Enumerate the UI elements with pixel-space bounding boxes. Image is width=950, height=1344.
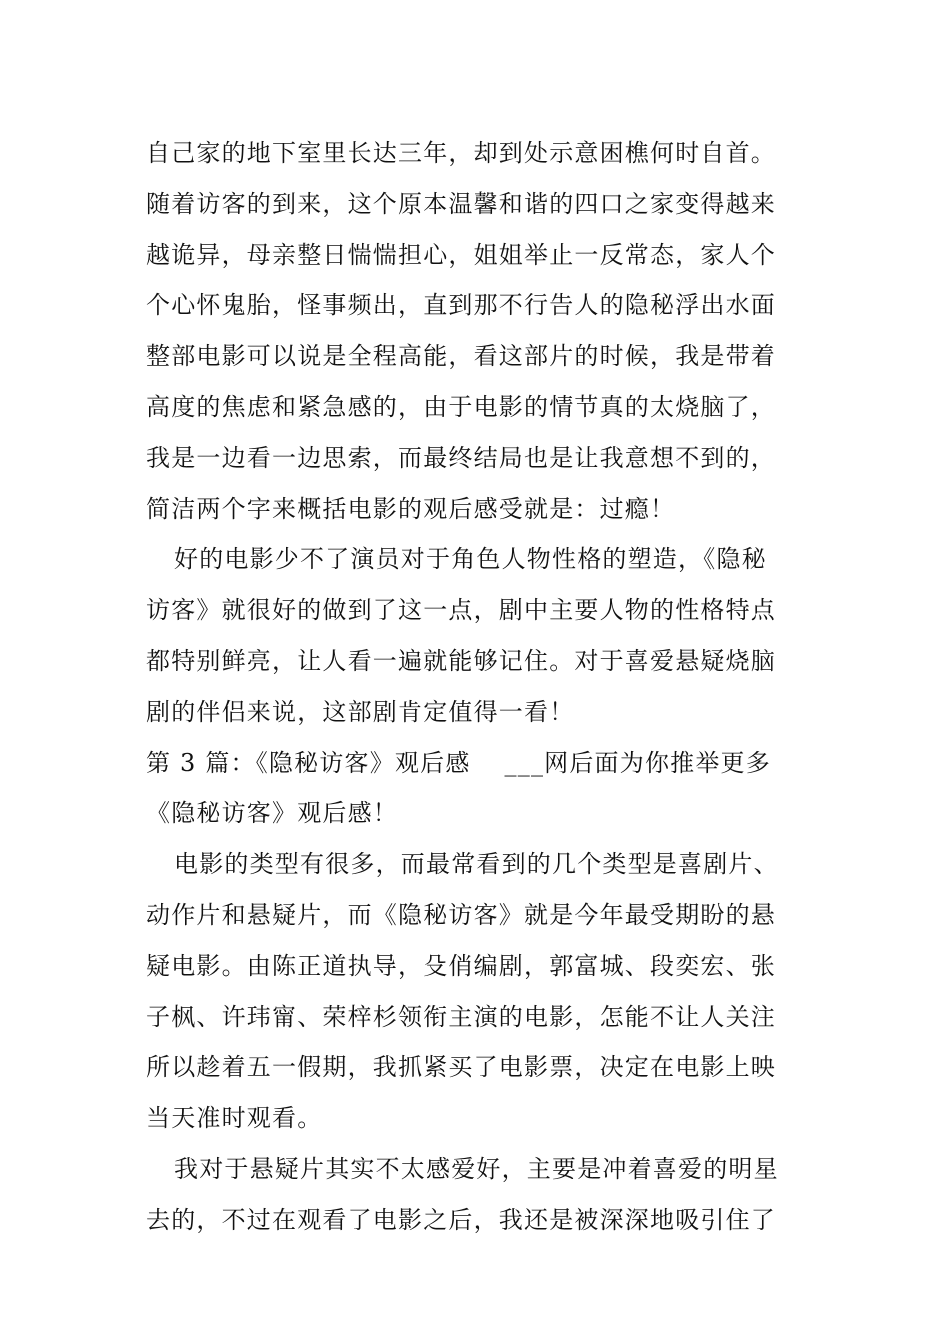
text-line: 《隐秘访客》观后感！ <box>146 799 398 828</box>
text-line: 去的，不过在观看了电影之后，我还是被深深地吸引住了 <box>146 1205 776 1234</box>
text-line: 越诡异，母亲整日惴惴担心，姐姐举止一反常态，家人个 <box>146 240 776 269</box>
text-line: 访客》就很好的做到了这一点，剧中主要人物的性格特点 <box>146 596 776 625</box>
text-line: 简洁两个字来概括电影的观后感受就是：过瘾！ <box>146 494 676 523</box>
paragraph-start-line: 好的电影少不了演员对于角色人物性格的塑造，《隐秘 <box>174 545 767 574</box>
text-line: 子枫、许玮甯、荣梓杉领衔主演的电影，怎能不让人关注 <box>146 1002 776 1031</box>
text-line: 当天准时观看。 <box>146 1104 323 1133</box>
text-line: 剧的伴侣来说，这部剧肯定值得一看！ <box>146 697 575 726</box>
paragraph-start-line: 电影的类型有很多，而最常看到的几个类型是喜剧片、 <box>174 850 779 879</box>
section-heading-line: 第 3 篇：《隐秘访客》观后感 ___网后面为你推举更多 <box>146 748 771 777</box>
text-line: 我是一边看一边思索，而最终结局也是让我意想不到的， <box>146 443 776 472</box>
text-line: 动作片和悬疑片，而《隐秘访客》就是今年最受期盼的悬 <box>146 900 776 929</box>
text-line: 整部电影可以说是全程高能，看这部片的时候，我是带着 <box>146 342 776 371</box>
paragraph-start-line: 我对于悬疑片其实不太感爱好，主要是冲着喜爱的明星 <box>174 1154 779 1183</box>
text-line: 疑电影。由陈正道执导，殳俏编剧，郭富城、段奕宏、张 <box>146 951 776 980</box>
text-line: 所以趁着五一假期，我抓紧买了电影票，决定在电影上映 <box>146 1053 776 1082</box>
text-line: 个心怀鬼胎，怪事频出，直到那不行告人的隐秘浮出水面 <box>146 291 776 320</box>
text-line: 都特别鲜亮，让人看一遍就能够记住。对于喜爱悬疑烧脑 <box>146 646 776 675</box>
text-line: 自己家的地下室里长达三年，却到处示意困樵何时自首。 <box>146 139 776 167</box>
body-text <box>146 128 806 1246</box>
text-line: 随着访客的到来，这个原本温馨和谐的四口之家变得越来 <box>146 189 776 218</box>
text-line: 高度的焦虑和紧急感的，由于电影的情节真的太烧脑了， <box>146 392 776 421</box>
